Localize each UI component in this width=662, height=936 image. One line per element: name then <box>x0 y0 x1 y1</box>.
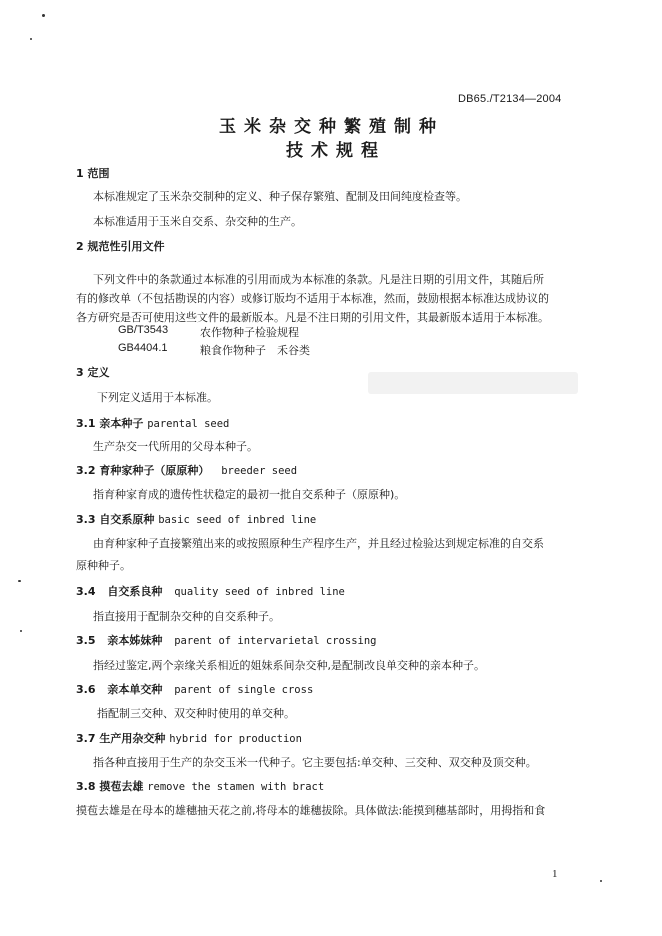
definition-description: 指经过鉴定,两个亲缘关系相近的姐妹系间杂交种,是配制改良单交种的亲本种子。 <box>93 659 485 672</box>
definition-description: 指各种直接用于生产的杂交玉米一代种子。它主要包括:单交种、三交种、双交种及顶交种。 <box>93 756 537 769</box>
definition-heading <box>76 415 229 431</box>
definition-term: 摸苞去雄 <box>99 780 144 793</box>
page-number: 1 <box>552 868 558 880</box>
definition-number: 3.4 <box>76 585 96 598</box>
definition-heading <box>76 462 297 478</box>
definition-english: remove the stamen with bract <box>147 781 325 793</box>
section-heading-definitions: 3 定义 <box>76 366 110 379</box>
refs-paragraph-line3: 各方研究是否可使用这些文件的最新版本。凡是不注日期的引用文件，其最新版本适用于本标准。 <box>76 311 549 324</box>
section-heading-scope: 1 范围 <box>76 167 110 180</box>
definition-description: 生产杂交一代所用的父母本种子。 <box>93 440 258 453</box>
definition-description-line1: 由育种家种子直接繁殖出来的或按照原种生产程序生产，并且经过检验达到规定标准的自交系 <box>93 537 544 550</box>
definition-english: hybrid for production <box>169 733 302 745</box>
definition-number: 3.3 <box>76 513 96 526</box>
definition-number: 3.2 <box>76 464 96 477</box>
definition-number: 3.1 <box>76 417 96 430</box>
scan-speck <box>30 38 32 40</box>
standard-code: DB65./T2134—2004 <box>458 93 562 105</box>
definition-number: 3.5 <box>76 634 96 647</box>
definition-description: 指育种家育成的遗传性状稳定的最初一批自交系种子（原原种)。 <box>93 488 406 501</box>
definitions-intro: 下列定义适用于本标准。 <box>97 391 218 404</box>
definition-heading <box>76 511 316 527</box>
definition-term: 自交系原种 <box>99 513 155 526</box>
definition-number: 3.7 <box>76 732 96 745</box>
definition-number: 3.6 <box>76 683 96 696</box>
definition-term: 自交系良种 <box>107 585 163 598</box>
scan-speck <box>42 14 45 17</box>
definition-term: 亲本种子 <box>99 417 144 430</box>
scope-paragraph-1: 本标准规定了玉米杂交制种的定义、种子保存繁殖、配制及田间纯度检查等。 <box>93 190 467 203</box>
refs-paragraph-line1: 下列文件中的条款通过本标准的引用而成为本标准的条款。凡是注日期的引用文件，其随后所 <box>93 273 544 286</box>
refs-paragraph-line2: 有的修改单（不包括勘误的内容）或修订版均不适用于本标准，然而，鼓励根据本标准达成协议的 <box>76 292 549 305</box>
definition-term: 亲本单交种 <box>107 683 163 696</box>
definition-heading <box>76 730 302 746</box>
page-title-line2: 技术规程 <box>286 141 386 161</box>
section-heading-normative-refs: 2 规范性引用文件 <box>76 240 165 253</box>
definition-english: parent of intervarietal crossing <box>174 635 377 647</box>
definition-english: quality seed of inbred line <box>174 586 345 598</box>
definition-english: basic seed of inbred line <box>158 514 317 526</box>
ref-title: 农作物种子检验规程 <box>200 326 299 339</box>
scope-paragraph-2: 本标准适用于玉米自交系、杂交种的生产。 <box>93 215 302 228</box>
scan-speck <box>600 880 602 882</box>
definition-heading <box>76 632 376 648</box>
faded-bleed-through <box>368 372 578 394</box>
definition-description: 摸苞去雄是在母本的雄穗抽天花之前,将母本的雄穗拔除。具体做法:能摸到穗基部时，用拇指和食 <box>76 804 546 817</box>
definition-description: 指配制三交种、双交种时使用的单交种。 <box>97 707 295 720</box>
definition-term: 育种家种子（原原种） <box>99 464 210 477</box>
definition-heading <box>76 583 345 599</box>
definition-english: parental seed <box>147 418 230 430</box>
definition-number: 3.8 <box>76 780 96 793</box>
definition-english: breeder seed <box>221 465 298 477</box>
definition-term: 亲本姊妹种 <box>107 634 163 647</box>
definition-term: 生产用杂交种 <box>99 732 166 745</box>
ref-title: 粮食作物种子 禾谷类 <box>200 344 310 357</box>
definition-description-line2: 原种种子。 <box>76 559 131 572</box>
ref-code: GB4404.1 <box>118 342 168 354</box>
definition-description: 指直接用于配制杂交种的自交系种子。 <box>93 610 280 623</box>
definition-english: parent of single cross <box>174 684 314 696</box>
ref-code: GB/T3543 <box>118 324 169 336</box>
page-title-line1: 玉米杂交种繁殖制种 <box>219 117 444 137</box>
definition-heading <box>76 778 324 794</box>
scan-speck <box>20 630 22 632</box>
definition-heading <box>76 681 313 697</box>
scan-speck <box>18 580 21 582</box>
